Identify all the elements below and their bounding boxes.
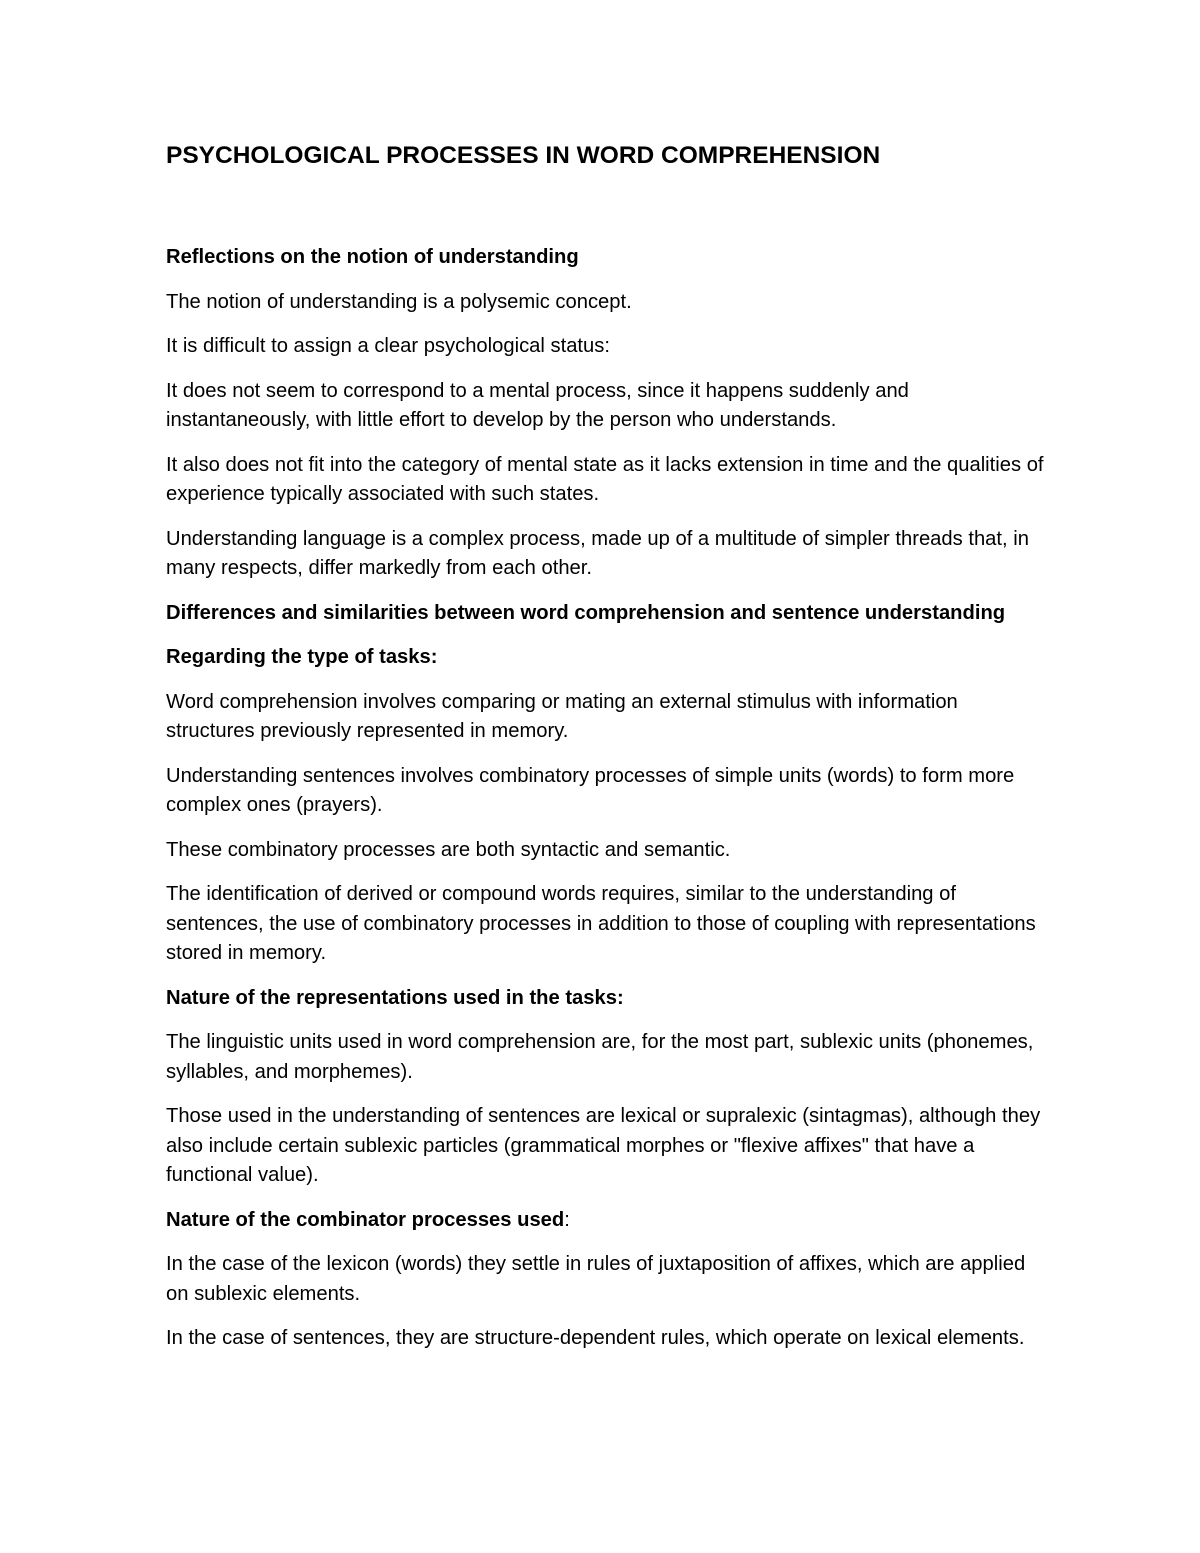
heading-text: Nature of the combinator processes used: [166, 1208, 565, 1231]
paragraph-text: Those used in the understanding of sentences are lexical or supralexic (sintagmas), although they also include certain sublexic particles (grammatical morphes or "flexive affixes" that have a functional value).: [166, 1105, 1041, 1186]
paragraph-text: These combinatory processes are both syntactic and semantic.: [166, 838, 731, 861]
heading-text: Regarding the type of tasks:: [166, 646, 438, 668]
body-paragraph: [166, 288, 1046, 318]
paragraph-text: In the case of sentences, they are structure-dependent rules, which operate on lexical elements.: [166, 1327, 1025, 1349]
document-page: [166, 141, 1046, 1369]
section-heading: [166, 643, 1046, 673]
paragraph-text: Understanding sentences involves combinatory processes of simple units (words) to form more complex ones (prayers).: [166, 764, 1015, 816]
paragraph-text: The notion of understanding is a polysemic concept.: [166, 290, 632, 313]
heading-text: Differences and similarities between word comprehension and sentence understanding: [166, 601, 1006, 624]
title-spacer: [166, 171, 1046, 243]
paragraph-text: It also does not fit into the category of mental state as it lacks extension in time and the qualities of experience typically associated with such states.: [166, 453, 1044, 505]
heading-text: Reflections on the notion of understanding: [166, 246, 579, 268]
body-paragraph: [166, 880, 1046, 969]
section-heading: [166, 243, 1046, 273]
body-paragraph: [166, 332, 1046, 362]
document-body: [166, 243, 1046, 1354]
body-paragraph: [166, 1102, 1046, 1191]
heading-text: Nature of the representations used in the tasks:: [166, 986, 624, 1009]
paragraph-text: The linguistic units used in word comprehension are, for the most part, sublexic units (phonemes, syllables, and morphemes).: [166, 1031, 1034, 1083]
body-paragraph: [166, 451, 1046, 510]
heading-suffix: :: [564, 1208, 570, 1231]
section-heading: [166, 1206, 1046, 1236]
body-paragraph: [166, 1324, 1046, 1354]
body-paragraph: [166, 1250, 1046, 1309]
body-paragraph: [166, 525, 1046, 584]
section-heading: [166, 984, 1046, 1014]
paragraph-text: Understanding language is a complex process, made up of a multitude of simpler threads that, in many respects, differ markedly from each other.: [166, 527, 1029, 579]
paragraph-text: In the case of the lexicon (words) they settle in rules of juxtaposition of affixes, which are applied on sublexic elements.: [166, 1253, 1026, 1305]
body-paragraph: [166, 1028, 1046, 1087]
document-title: PSYCHOLOGICAL PROCESSES IN WORD COMPREHENSION: [166, 142, 881, 169]
body-paragraph: [166, 762, 1046, 821]
body-paragraph: [166, 377, 1046, 436]
paragraph-text: Word comprehension involves comparing or mating an external stimulus with information structures previously represented in memory.: [166, 690, 958, 742]
paragraph-text: It is difficult to assign a clear psychological status:: [166, 335, 610, 357]
paragraph-text: It does not seem to correspond to a mental process, since it happens suddenly and instantaneously, with little effort to develop by the person who understands.: [166, 379, 909, 431]
body-paragraph: [166, 836, 1046, 866]
section-heading: [166, 599, 1046, 629]
body-paragraph: [166, 688, 1046, 747]
paragraph-text: The identification of derived or compound words requires, similar to the understanding of sentences, the use of combinatory processes in addition to those of coupling with representations stored in memory.: [166, 883, 1036, 964]
